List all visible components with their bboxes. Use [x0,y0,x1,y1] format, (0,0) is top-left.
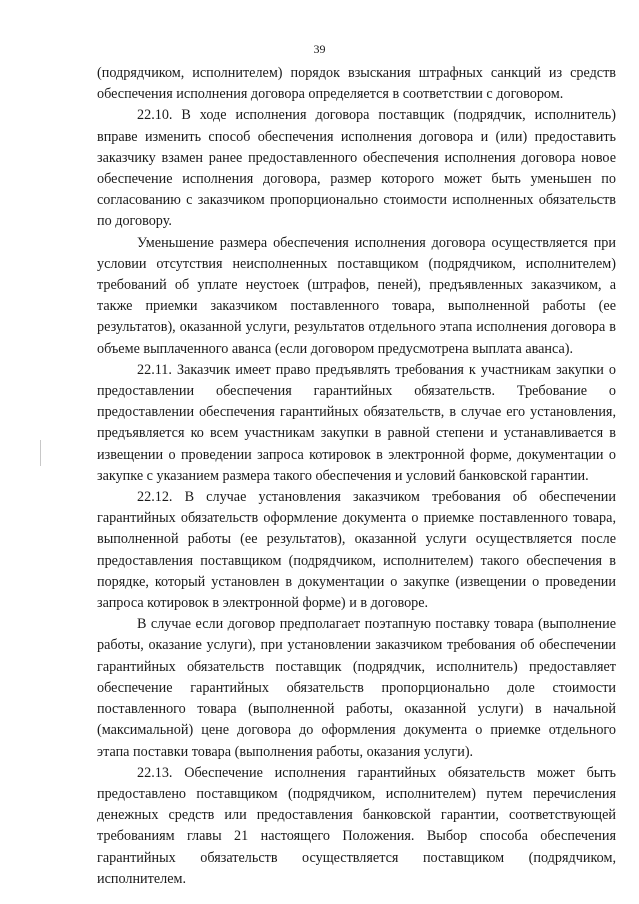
page-number: 39 [313,42,326,56]
paragraph-continuation: (подрядчиком, исполнителем) порядок взыскания штрафных санкций из средств обеспечения исполнения договора определяется в соответствии с договором. [97,65,616,103]
paragraph-22-10: 22.10. В ходе исполнения договора поставщик (подрядчик, исполнитель) вправе изменить способ обеспечения исполнения договора и (или) предоставить заказчику взамен ранее предоставленного обеспечения исполнения договора новое обеспечение исполнения договора, размер которого может быть уменьшен по согласованию с заказчиком пропорционально стоимости исполненных обязательств по договору. [97,107,616,230]
paragraph-staged-delivery: В случае если договор предполагает поэтапную поставку товара (выполнение работы, оказание услуги), при установлении заказчиком требования об обеспечении гарантийных обязательств поставщик (подрядчик, исполнитель) предоставляет обеспечение гарантийных обязательств пропорционально доле стоимости поставленного товара (выполненной работы, оказанной услуги) в начальной (максимальной) цене договора до оформления документа о приемке отдельного этапа поставки товара (выполнения работы, оказания услуги). [97,616,616,760]
document-body [97,63,616,890]
paragraph-22-12: 22.12. В случае установления заказчиком требования об обеспечении гарантийных обязательств оформление документа о приемке поставленного товара, выполненной работы (ее результатов), оказанной услуги осуществляется после предоставления поставщиком (подрядчиком, исполнителем) такого обеспечения в порядке, который установлен в документации о закупке (извещении о проведении запроса котировок в электронной форме) и в договоре. [97,489,616,612]
paragraph-22-11: 22.11. Заказчик имеет право предъявлять требования к участникам закупки о предоставлении обеспечения гарантийных обязательств. Требование о предоставлении обеспечения гарантийных обязательств, в случае его установления, предъявляется ко всем участникам закупки в равной степени и устанавливается в извещении о проведении запроса котировок в электронной форме, документации о закупке с указанием размера такого обеспечения и условий банковской гарантии. [97,361,616,484]
paragraph-security-reduction: Уменьшение размера обеспечения исполнения договора осуществляется при условии отсутствия неисполненных поставщиком (подрядчиком, исполнителем) требований об уплате неустоек (штрафов, пеней), предъявленных заказчиком, а также приемки заказчиком поставленного товара, выполненной работы (ее результатов), оказанной услуги, результатов отдельного этапа исполнения договора в объеме выплаченного аванса (если договором предусмотрена выплата аванса). [97,234,616,357]
scan-margin-mark [40,440,41,466]
paragraph-22-13: 22.13. Обеспечение исполнения гарантийных обязательств может быть предоставлено поставщиком (подрядчиком, исполнителем) путем перечисления денежных средств или предоставления банковской гарантии, соответствующей требованиям главы 21 настоящего Положения. Выбор способа обеспечения гарантийных обязательств осуществляется поставщиком (подрядчиком, исполнителем. [97,764,616,887]
